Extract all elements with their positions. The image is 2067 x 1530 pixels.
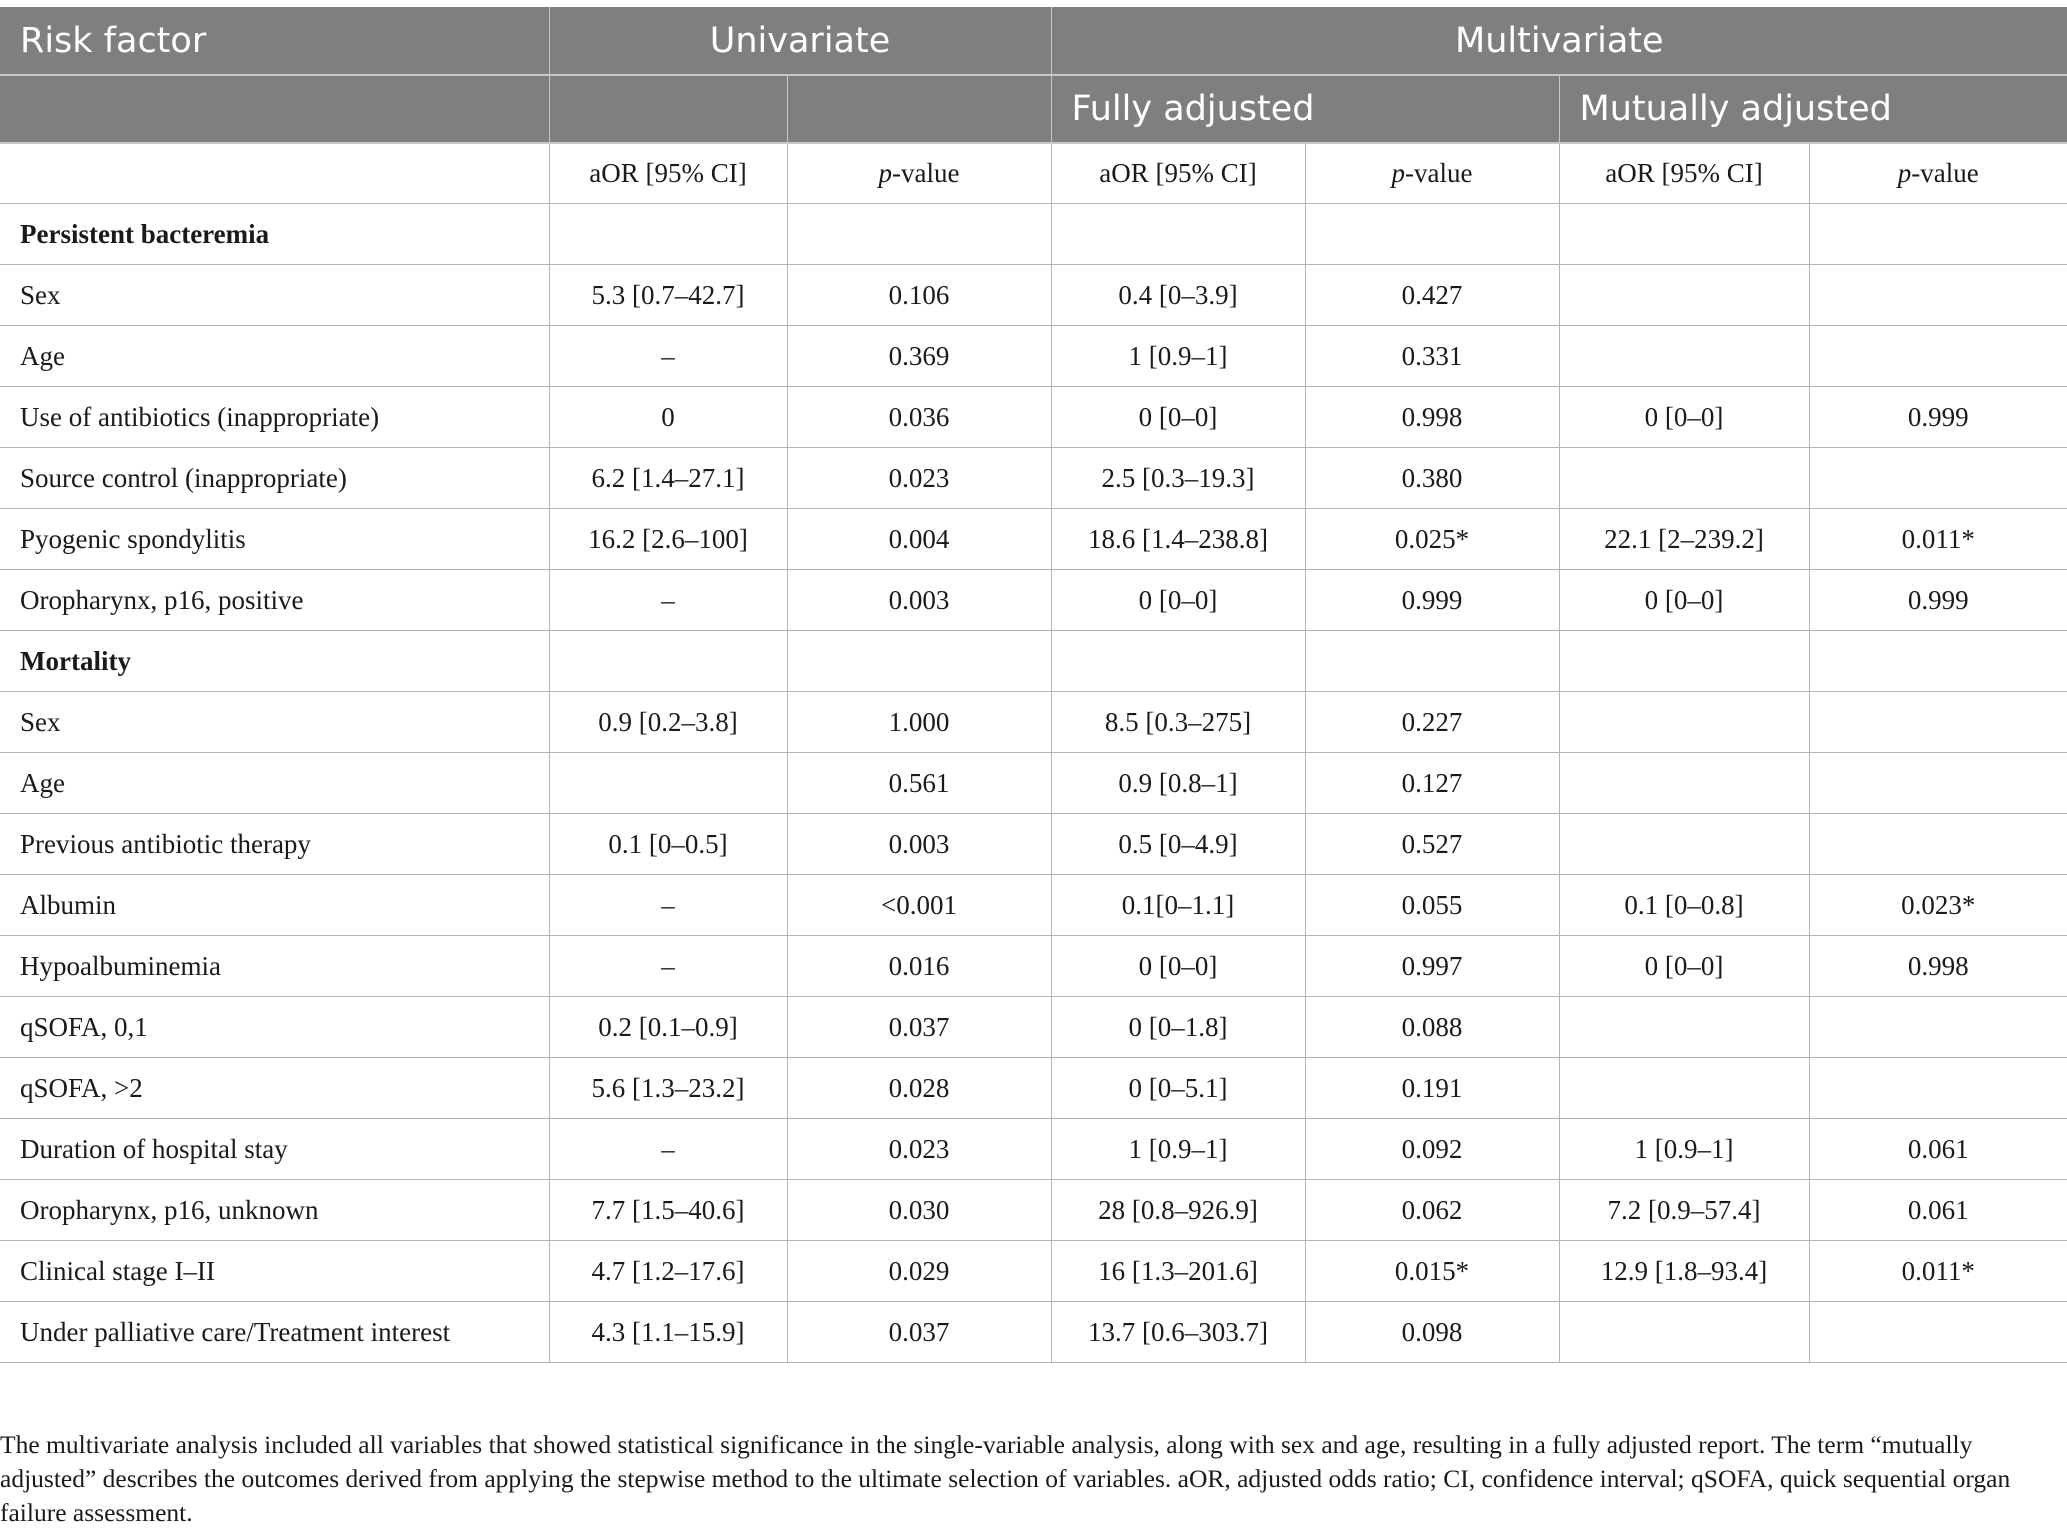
risk-factor-label: Previous antibiotic therapy — [0, 814, 549, 875]
table-cell: 22.1 [2–239.2] — [1559, 509, 1809, 570]
results-table-container — [0, 7, 2067, 1363]
table-cell — [1809, 753, 2067, 814]
column-label-p: p-value — [787, 143, 1051, 204]
table-cell — [1809, 997, 2067, 1058]
table-cell: 18.6 [1.4–238.8] — [1051, 509, 1305, 570]
header-risk-factor: Risk factor — [0, 7, 549, 75]
table-cell: 0.029 — [787, 1241, 1051, 1302]
table-cell — [787, 204, 1051, 265]
table-cell: 0.092 — [1305, 1119, 1559, 1180]
table-cell: 0 [0–0] — [1051, 936, 1305, 997]
table-cell: 0.4 [0–3.9] — [1051, 265, 1305, 326]
table-cell: 1.000 — [787, 692, 1051, 753]
table-cell — [1559, 326, 1809, 387]
table-cell: 8.5 [0.3–275] — [1051, 692, 1305, 753]
table-cell — [1305, 204, 1559, 265]
table-cell — [1809, 265, 2067, 326]
table-cell — [1305, 631, 1559, 692]
table-cell: 0 — [549, 387, 787, 448]
table-cell: 0.025* — [1305, 509, 1559, 570]
risk-factor-label: Albumin — [0, 875, 549, 936]
table-cell: 0.023 — [787, 448, 1051, 509]
table-cell — [1559, 1302, 1809, 1363]
table-cell: 0.5 [0–4.9] — [1051, 814, 1305, 875]
table-cell: 0.003 — [787, 570, 1051, 631]
table-cell — [1809, 326, 2067, 387]
table-row — [0, 997, 2067, 1058]
table-cell — [787, 631, 1051, 692]
table-cell: 0.028 — [787, 1058, 1051, 1119]
risk-factor-label: Duration of hospital stay — [0, 1119, 549, 1180]
header-blank — [787, 75, 1051, 143]
table-row — [0, 1241, 2067, 1302]
risk-factor-label: Age — [0, 326, 549, 387]
table-row — [0, 875, 2067, 936]
table-cell: 5.6 [1.3–23.2] — [549, 1058, 787, 1119]
table-cell: 0.998 — [1305, 387, 1559, 448]
table-cell — [1559, 692, 1809, 753]
table-row — [0, 570, 2067, 631]
table-cell — [1559, 997, 1809, 1058]
table-cell — [1051, 204, 1305, 265]
table-cell: 0 [0–0] — [1559, 570, 1809, 631]
table-cell: 0.011* — [1809, 509, 2067, 570]
risk-factor-label: qSOFA, >2 — [0, 1058, 549, 1119]
table-cell: 0.023* — [1809, 875, 2067, 936]
table-row — [0, 692, 2067, 753]
table-cell: 0.055 — [1305, 875, 1559, 936]
column-label-aor: aOR [95% CI] — [1051, 143, 1305, 204]
table-cell — [1559, 448, 1809, 509]
table-cell: 4.3 [1.1–15.9] — [549, 1302, 787, 1363]
section-row — [0, 204, 2067, 265]
table-cell — [1809, 631, 2067, 692]
risk-factor-label: Under palliative care/Treatment interest — [0, 1302, 549, 1363]
table-cell — [1559, 265, 1809, 326]
table-cell: 0 [0–0] — [1051, 387, 1305, 448]
risk-factor-label: Oropharynx, p16, positive — [0, 570, 549, 631]
table-cell: 0.016 — [787, 936, 1051, 997]
table-cell — [1559, 204, 1809, 265]
table-cell: 0.011* — [1809, 1241, 2067, 1302]
table-cell: 0.023 — [787, 1119, 1051, 1180]
table-cell: 0.061 — [1809, 1180, 2067, 1241]
table-row — [0, 448, 2067, 509]
risk-factor-label: Oropharynx, p16, unknown — [0, 1180, 549, 1241]
table-cell: 1 [0.9–1] — [1051, 326, 1305, 387]
table-cell: 0.999 — [1809, 387, 2067, 448]
table-cell: 0.004 — [787, 509, 1051, 570]
table-cell — [1809, 448, 2067, 509]
table-cell: – — [549, 570, 787, 631]
table-cell: 16.2 [2.6–100] — [549, 509, 787, 570]
table-cell: 13.7 [0.6–303.7] — [1051, 1302, 1305, 1363]
column-label-aor: aOR [95% CI] — [549, 143, 787, 204]
table-cell: – — [549, 875, 787, 936]
table-cell: 0.127 — [1305, 753, 1559, 814]
table-cell: 0.561 — [787, 753, 1051, 814]
risk-factor-label: Hypoalbuminemia — [0, 936, 549, 997]
table-cell: – — [549, 326, 787, 387]
table-cell: 28 [0.8–926.9] — [1051, 1180, 1305, 1241]
table-cell — [1809, 1058, 2067, 1119]
table-cell — [1559, 753, 1809, 814]
table-row — [0, 1302, 2067, 1363]
table-row — [0, 814, 2067, 875]
column-label-blank — [0, 143, 549, 204]
header-blank — [0, 75, 549, 143]
table-cell — [1809, 814, 2067, 875]
risk-factor-label: Pyogenic spondylitis — [0, 509, 549, 570]
table-cell: 0.369 — [787, 326, 1051, 387]
table-cell: 0.015* — [1305, 1241, 1559, 1302]
table-cell — [1809, 1302, 2067, 1363]
table-cell: 7.7 [1.5–40.6] — [549, 1180, 787, 1241]
table-cell — [1051, 631, 1305, 692]
table-cell: 0.9 [0.2–3.8] — [549, 692, 787, 753]
table-cell: 6.2 [1.4–27.1] — [549, 448, 787, 509]
risk-factor-label: Sex — [0, 265, 549, 326]
table-row — [0, 509, 2067, 570]
table-cell: 0.227 — [1305, 692, 1559, 753]
table-cell: 0.088 — [1305, 997, 1559, 1058]
table-row — [0, 326, 2067, 387]
table-row — [0, 265, 2067, 326]
table-row — [0, 1119, 2067, 1180]
table-cell: <0.001 — [787, 875, 1051, 936]
table-row — [0, 1180, 2067, 1241]
table-cell — [1559, 631, 1809, 692]
table-cell: 0.331 — [1305, 326, 1559, 387]
table-cell: 0.2 [0.1–0.9] — [549, 997, 787, 1058]
table-cell: 0 [0–5.1] — [1051, 1058, 1305, 1119]
table-cell: 0.997 — [1305, 936, 1559, 997]
table-cell: 0.106 — [787, 265, 1051, 326]
table-cell: 4.7 [1.2–17.6] — [549, 1241, 787, 1302]
table-cell: 1 [0.9–1] — [1559, 1119, 1809, 1180]
table-cell — [1809, 692, 2067, 753]
table-cell: 7.2 [0.9–57.4] — [1559, 1180, 1809, 1241]
table-footnote: The multivariate analysis included all variables that showed statistical significance in the single-variable analysis, along with sex and age, resulting in a fully adjusted report. The term “mutually adjusted” describes the outcomes derived from applying the stepwise method to the ultimate selection of variables. aOR, adjusted odds ratio; CI, confidence interval; qSOFA, quick sequential organ failure assessment. — [0, 1430, 2011, 1527]
table-cell: 0 [0–0] — [1559, 936, 1809, 997]
table-cell: 0 [0–1.8] — [1051, 997, 1305, 1058]
table-cell: 0.036 — [787, 387, 1051, 448]
table-cell: 0.1[0–1.1] — [1051, 875, 1305, 936]
table-cell: 12.9 [1.8–93.4] — [1559, 1241, 1809, 1302]
table-cell: 0.003 — [787, 814, 1051, 875]
table-cell — [549, 631, 787, 692]
table-cell: 0.037 — [787, 1302, 1051, 1363]
header-univariate: Univariate — [549, 7, 1051, 75]
table-cell: 0.9 [0.8–1] — [1051, 753, 1305, 814]
table-cell: 0.030 — [787, 1180, 1051, 1241]
table-cell: 0.037 — [787, 997, 1051, 1058]
table-cell: 0.380 — [1305, 448, 1559, 509]
risk-factor-label: Age — [0, 753, 549, 814]
table-cell — [1809, 204, 2067, 265]
table-cell: 0.527 — [1305, 814, 1559, 875]
table-cell — [1559, 1058, 1809, 1119]
header-multivariate: Multivariate — [1051, 7, 2067, 75]
section-title: Persistent bacteremia — [0, 204, 549, 265]
table-cell: 0.098 — [1305, 1302, 1559, 1363]
risk-factor-label: Clinical stage I–II — [0, 1241, 549, 1302]
table-row — [0, 753, 2067, 814]
table-cell: 1 [0.9–1] — [1051, 1119, 1305, 1180]
table-cell — [1559, 814, 1809, 875]
section-title: Mortality — [0, 631, 549, 692]
table-cell: 0.999 — [1305, 570, 1559, 631]
table-cell — [549, 204, 787, 265]
table-cell: 0 [0–0] — [1559, 387, 1809, 448]
risk-factor-table — [0, 7, 2067, 1363]
column-label-aor: aOR [95% CI] — [1559, 143, 1809, 204]
table-cell: – — [549, 1119, 787, 1180]
column-label-p: p-value — [1809, 143, 2067, 204]
table-cell: 0 [0–0] — [1051, 570, 1305, 631]
table-cell: 0.427 — [1305, 265, 1559, 326]
table-cell: 0.1 [0–0.8] — [1559, 875, 1809, 936]
table-cell: 0.191 — [1305, 1058, 1559, 1119]
table-cell: 16 [1.3–201.6] — [1051, 1241, 1305, 1302]
table-row — [0, 1058, 2067, 1119]
table-cell: 0.999 — [1809, 570, 2067, 631]
table-cell — [549, 753, 787, 814]
table-cell: 2.5 [0.3–19.3] — [1051, 448, 1305, 509]
column-label-p: p-value — [1305, 143, 1559, 204]
table-cell: 0.998 — [1809, 936, 2067, 997]
column-label-row — [0, 143, 2067, 204]
table-cell: 0.062 — [1305, 1180, 1559, 1241]
table-cell: 0.061 — [1809, 1119, 2067, 1180]
header-blank — [549, 75, 787, 143]
table-cell: – — [549, 936, 787, 997]
table-row — [0, 387, 2067, 448]
table-cell: 5.3 [0.7–42.7] — [549, 265, 787, 326]
risk-factor-label: qSOFA, 0,1 — [0, 997, 549, 1058]
section-row — [0, 631, 2067, 692]
risk-factor-label: Sex — [0, 692, 549, 753]
table-row — [0, 936, 2067, 997]
header-mutually-adjusted: Mutually adjusted — [1559, 75, 2067, 143]
header-fully-adjusted: Fully adjusted — [1051, 75, 1559, 143]
risk-factor-label: Source control (inappropriate) — [0, 448, 549, 509]
risk-factor-label: Use of antibiotics (inappropriate) — [0, 387, 549, 448]
table-cell: 0.1 [0–0.5] — [549, 814, 787, 875]
